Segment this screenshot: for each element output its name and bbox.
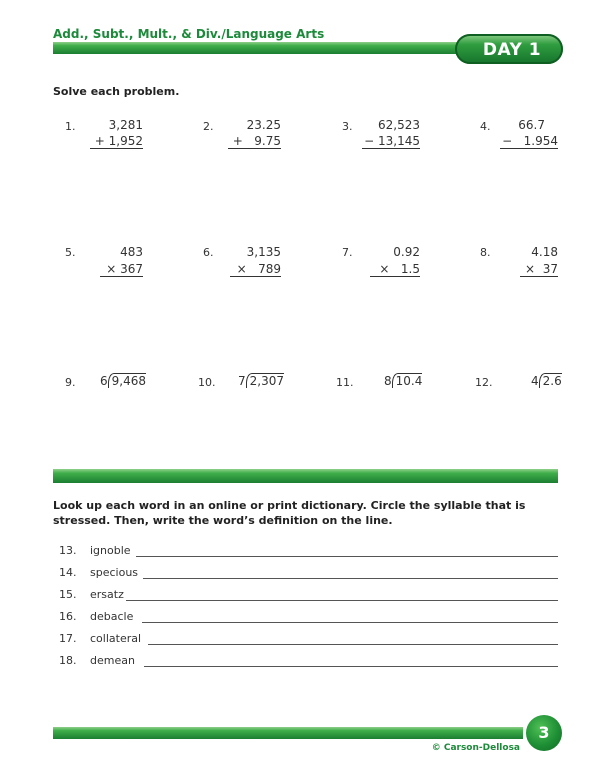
problem-number: 10. [198, 376, 216, 389]
problem-bottom: + 1,952 [90, 134, 143, 149]
word-number: 14. [59, 566, 77, 579]
division-problem [384, 373, 422, 388]
problem-bottom: × 789 [230, 262, 281, 277]
problem-number: 7. [342, 246, 353, 259]
definition-line[interactable] [143, 578, 558, 579]
problem-number: 6. [203, 246, 214, 259]
problem-number: 11. [336, 376, 354, 389]
problem-top: 66.7 [518, 118, 545, 132]
copyright: © Carson-Dellosa [431, 743, 520, 753]
divisor: 7 [238, 374, 246, 388]
header-bar [53, 42, 483, 54]
division-problem [238, 373, 284, 388]
dividend: 10.4 [392, 373, 423, 388]
dividend: 2,307 [246, 373, 284, 388]
problem-number: 12. [475, 376, 493, 389]
word-number: 18. [59, 654, 77, 667]
language-instruction-line2: stressed. Then, write the word’s definition on the line. [53, 514, 393, 527]
problem-number: 1. [65, 120, 76, 133]
problem-number: 8. [480, 246, 491, 259]
problem-number: 3. [342, 120, 353, 133]
vocab-word: debacle [90, 610, 134, 623]
word-number: 17. [59, 632, 77, 645]
problem-bottom: − 1.954 [500, 134, 558, 149]
problem-number: 9. [65, 376, 76, 389]
vocab-word: collateral [90, 632, 142, 645]
problem-top: 23.25 [246, 118, 281, 132]
dividend: 2.6 [539, 373, 562, 388]
vocab-word: demean [90, 654, 135, 667]
problem-top: 483 [120, 245, 143, 259]
definition-line[interactable] [148, 644, 558, 645]
vocab-word: ignoble [90, 544, 131, 557]
dividend: 9,468 [108, 373, 146, 388]
vocab-word: ersatz [90, 588, 124, 601]
math-instruction: Solve each problem. [53, 85, 180, 98]
problem-number: 4. [480, 120, 491, 133]
definition-line[interactable] [144, 666, 558, 667]
page-number: 3 [538, 723, 550, 742]
division-problem [100, 373, 146, 388]
definition-line[interactable] [126, 600, 558, 601]
section-divider-bar [53, 469, 558, 483]
worksheet-subject: Add., Subt., Mult., & Div./Language Arts [53, 27, 325, 41]
problem-top: 4.18 [531, 245, 558, 259]
problem-top: 0.92 [393, 245, 420, 259]
day-label: DAY 1 [482, 40, 542, 60]
problem-top: 3,135 [246, 245, 281, 259]
problem-bottom: × 1.5 [370, 262, 420, 277]
problem-bottom: × 367 [100, 262, 143, 277]
word-number: 15. [59, 588, 77, 601]
problem-bottom: × 37 [520, 262, 558, 277]
definition-line[interactable] [136, 556, 558, 557]
problem-top: 62,523 [378, 118, 420, 132]
definition-line[interactable] [142, 622, 558, 623]
language-instruction-line1: Look up each word in an online or print dictionary. Circle the syllable that is [53, 499, 526, 512]
divisor: 8 [384, 374, 392, 388]
problem-bottom: + 9.75 [228, 134, 281, 149]
problem-number: 5. [65, 246, 76, 259]
problem-number: 2. [203, 120, 214, 133]
word-number: 16. [59, 610, 77, 623]
vocab-word: specious [90, 566, 139, 579]
problem-top: 3,281 [108, 118, 143, 132]
footer-bar [53, 727, 523, 739]
divisor: 4 [531, 374, 539, 388]
word-number: 13. [59, 544, 77, 557]
division-problem [531, 373, 562, 388]
problem-bottom: − 13,145 [362, 134, 420, 149]
divisor: 6 [100, 374, 108, 388]
